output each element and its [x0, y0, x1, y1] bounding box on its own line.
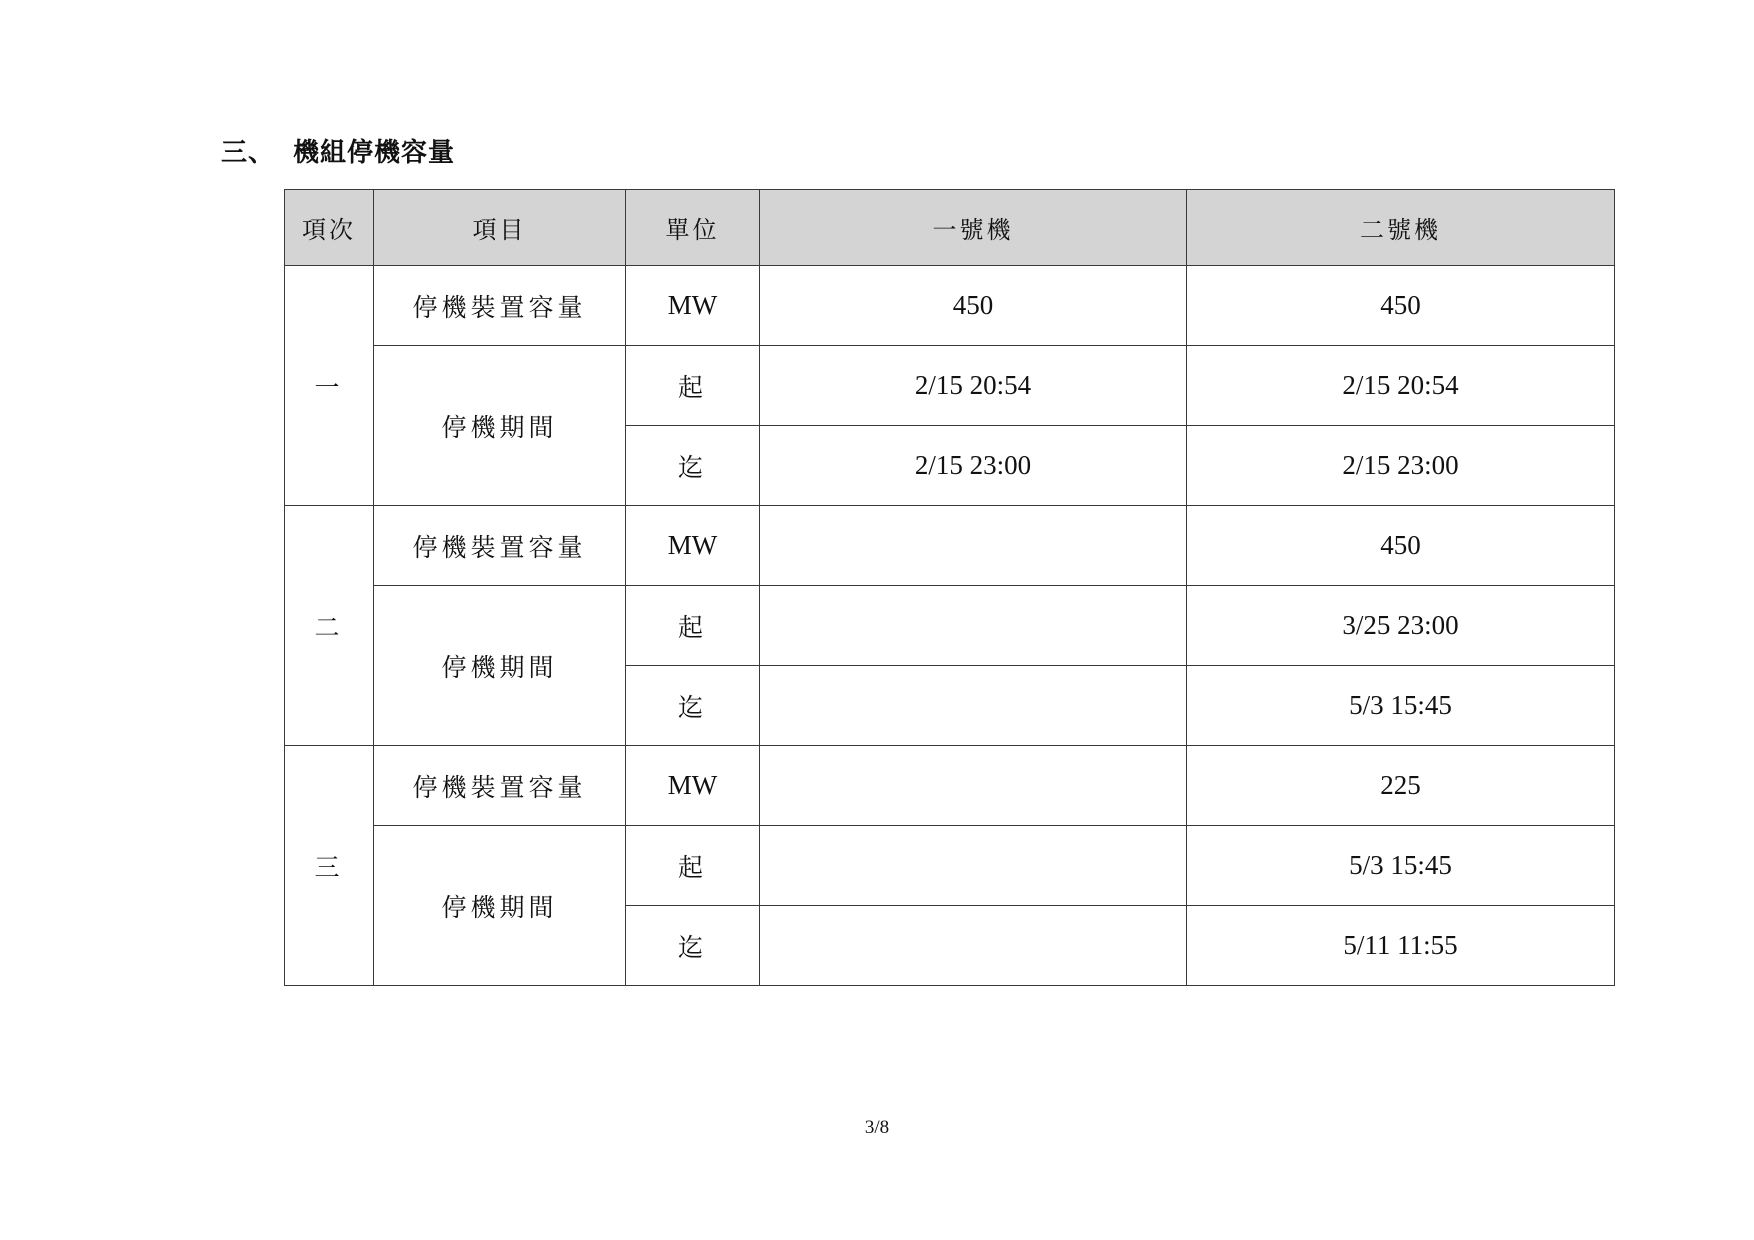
start-unit1-value: 2/15 20:54: [760, 346, 1187, 426]
capacity-unit: MW: [626, 746, 760, 826]
group-index: 二: [285, 506, 374, 746]
table-header-row: [285, 190, 1615, 266]
end-label: 迄: [626, 426, 760, 506]
header-index: 項次: [285, 190, 374, 266]
end-unit2-value: 2/15 23:00: [1187, 426, 1615, 506]
end-unit1-value: 2/15 23:00: [760, 426, 1187, 506]
table-row: [285, 346, 1615, 426]
header-unit-1: 一號機: [760, 190, 1187, 266]
start-unit1-value: [760, 586, 1187, 666]
capacity-unit1-value: [760, 746, 1187, 826]
capacity-unit2-value: 225: [1187, 746, 1615, 826]
capacity-table: [284, 189, 1615, 986]
header-item: 項目: [374, 190, 626, 266]
page-number: 3/8: [864, 1117, 890, 1138]
end-label: 迄: [626, 906, 760, 986]
period-label: 停機期間: [374, 346, 626, 506]
start-label: 起: [626, 586, 760, 666]
start-unit2-value: 5/3 15:45: [1187, 826, 1615, 906]
start-label: 起: [626, 346, 760, 426]
table-row: [285, 506, 1615, 586]
end-unit1-value: [760, 666, 1187, 746]
start-unit1-value: [760, 826, 1187, 906]
capacity-label: 停機裝置容量: [374, 506, 626, 586]
start-label: 起: [626, 826, 760, 906]
section-title: 機組停機容量: [293, 138, 456, 168]
end-unit2-value: 5/11 11:55: [1187, 906, 1615, 986]
capacity-unit1-value: [760, 506, 1187, 586]
table-row: [285, 826, 1615, 906]
table-row: [285, 746, 1615, 826]
end-unit2-value: 5/3 15:45: [1187, 666, 1615, 746]
header-unit-2: 二號機: [1187, 190, 1615, 266]
section-heading: [221, 132, 455, 169]
header-unit: 單位: [626, 190, 760, 266]
table-row: [285, 266, 1615, 346]
section-number: 三、: [221, 138, 276, 168]
end-unit1-value: [760, 906, 1187, 986]
group-index: 三: [285, 746, 374, 986]
period-label: 停機期間: [374, 826, 626, 986]
capacity-unit1-value: 450: [760, 266, 1187, 346]
end-label: 迄: [626, 666, 760, 746]
group-index: 一: [285, 266, 374, 506]
capacity-label: 停機裝置容量: [374, 266, 626, 346]
capacity-label: 停機裝置容量: [374, 746, 626, 826]
start-unit2-value: 3/25 23:00: [1187, 586, 1615, 666]
period-label: 停機期間: [374, 586, 626, 746]
capacity-unit: MW: [626, 266, 760, 346]
capacity-unit: MW: [626, 506, 760, 586]
start-unit2-value: 2/15 20:54: [1187, 346, 1615, 426]
table-row: [285, 586, 1615, 666]
capacity-unit2-value: 450: [1187, 266, 1615, 346]
capacity-unit2-value: 450: [1187, 506, 1615, 586]
